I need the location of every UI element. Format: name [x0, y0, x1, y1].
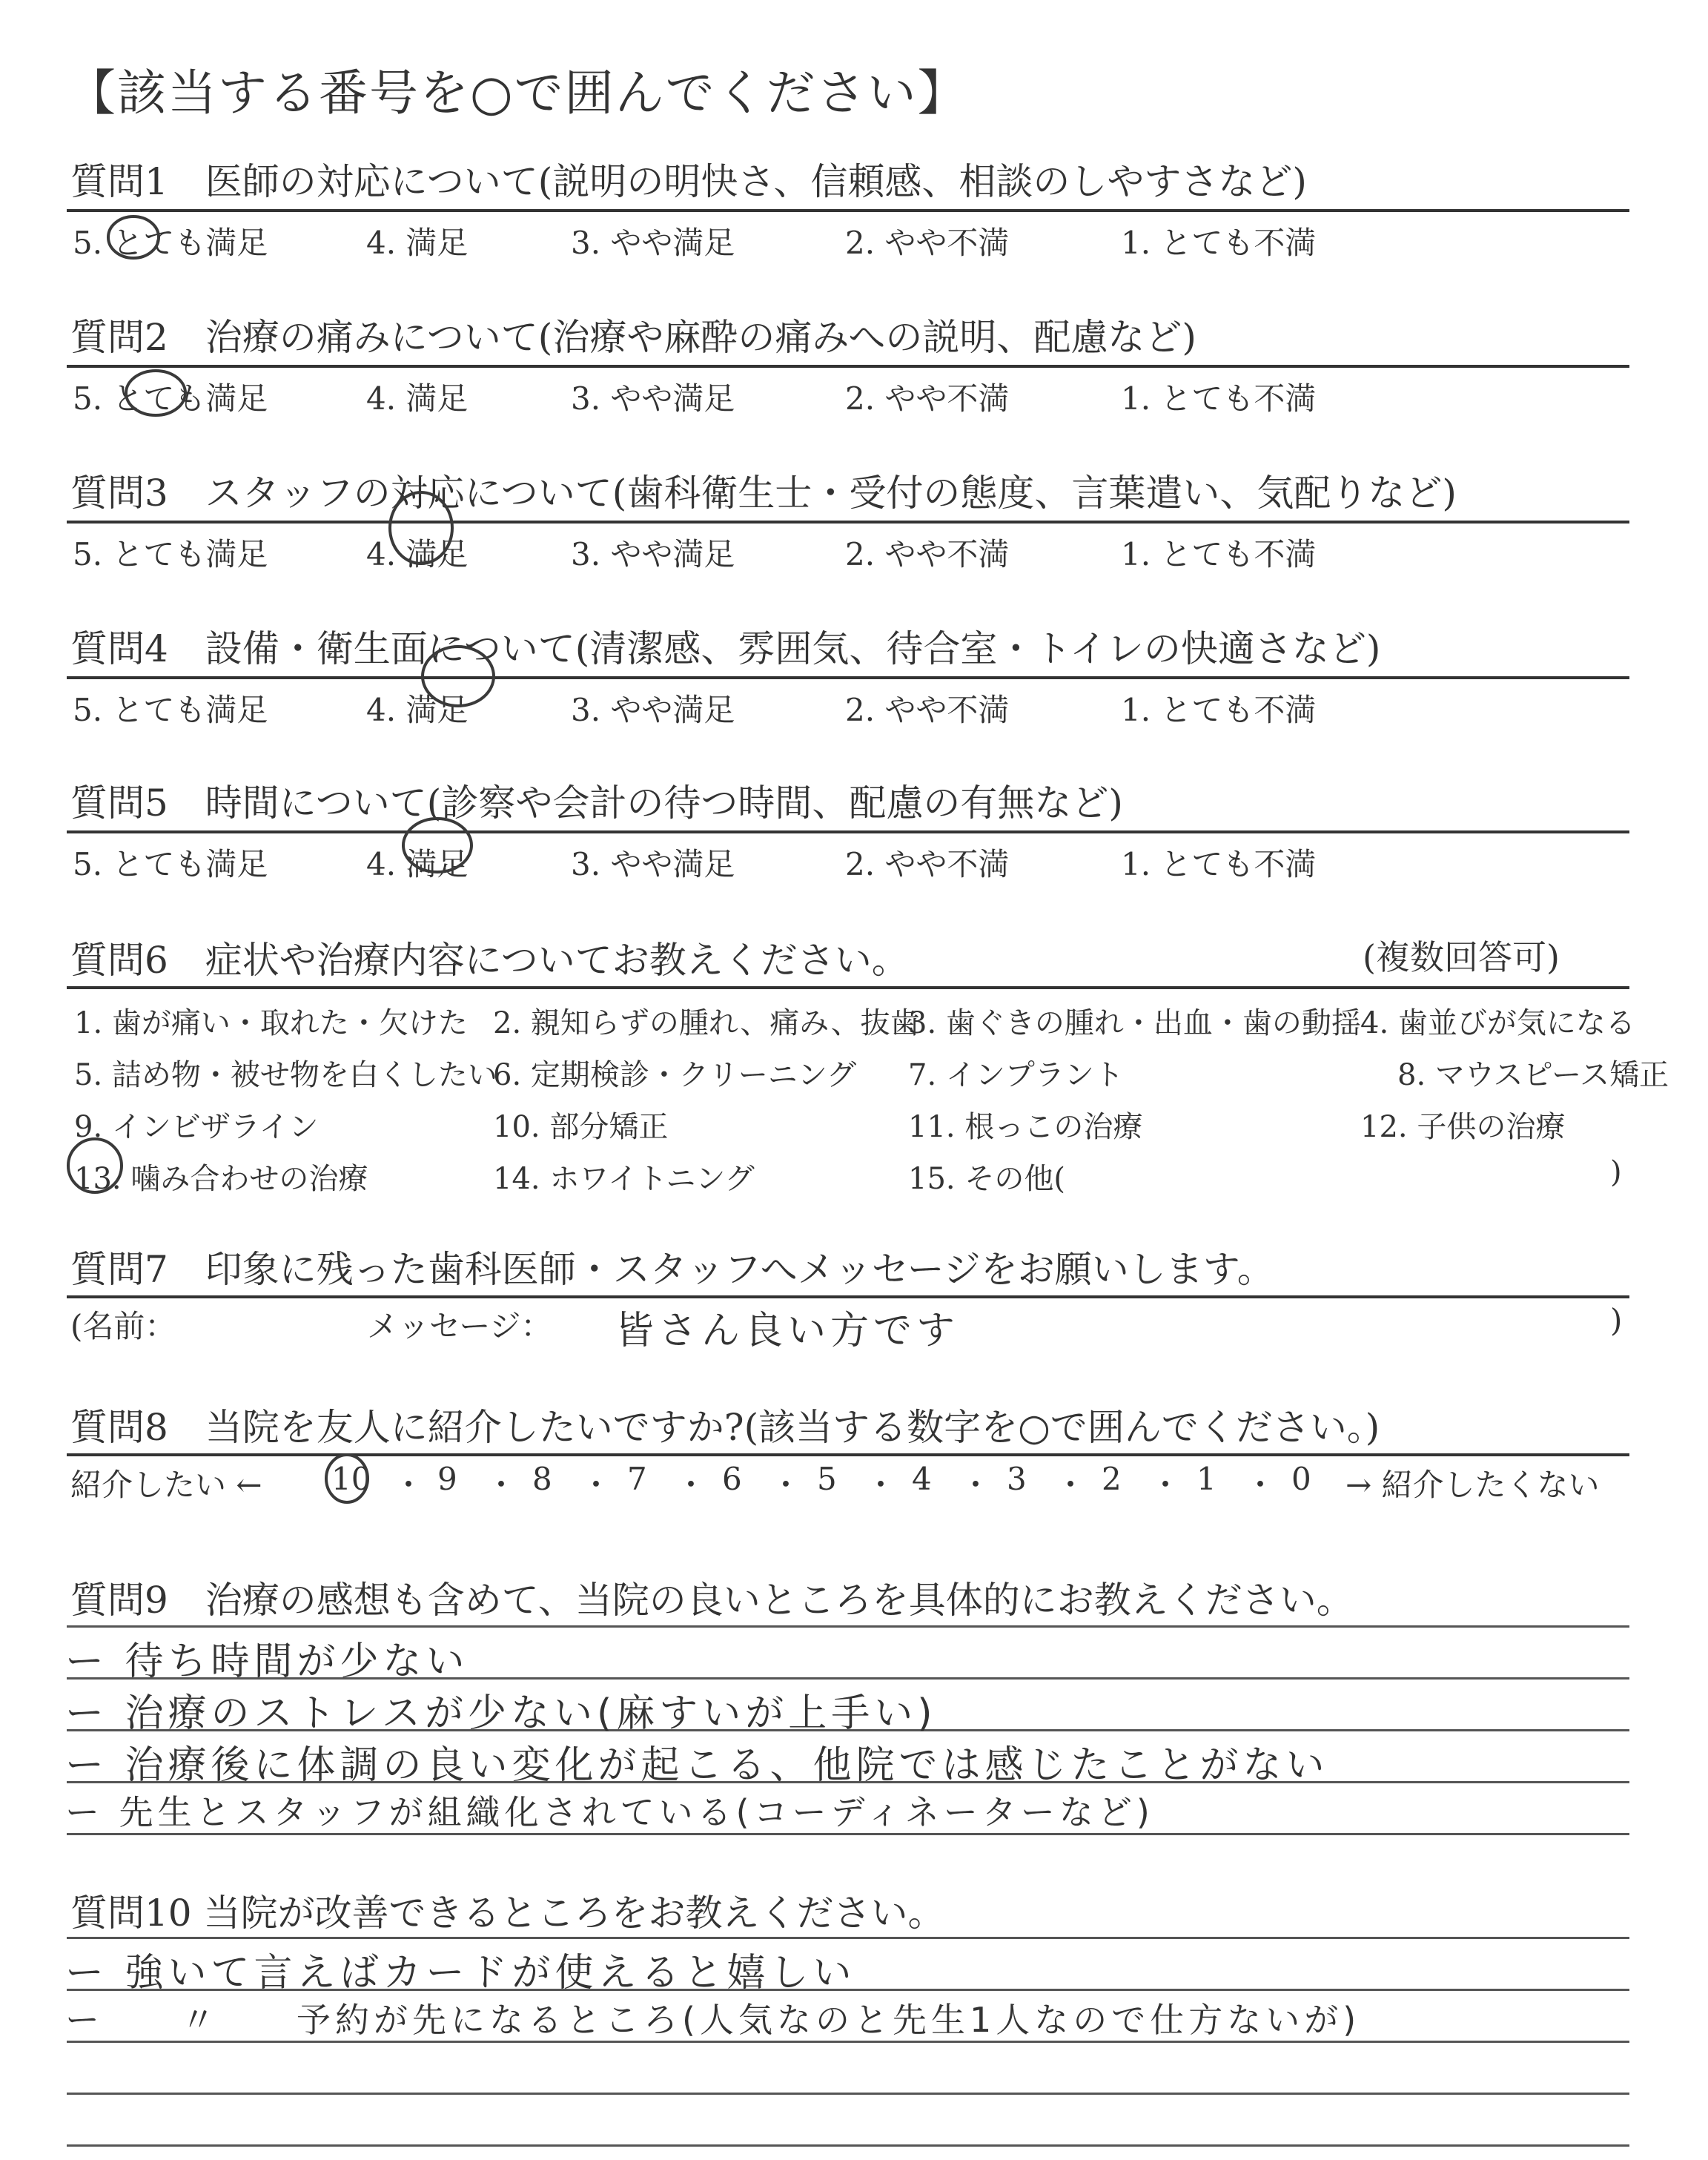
- option-5[interactable]: 5. とても満足: [73, 225, 268, 261]
- option-4[interactable]: 4. 満足: [366, 536, 469, 572]
- symptom-option-6[interactable]: 6. 定期検診・クリーニング: [493, 1058, 857, 1092]
- separator-dot: ・: [486, 1467, 517, 1503]
- question-title: 質問7 印象に残った歯科医師・スタッフへメッセージをお願いします。: [70, 1248, 1274, 1291]
- option-2[interactable]: 2. やや不満: [845, 380, 1010, 417]
- option-2[interactable]: 2. やや不満: [845, 846, 1010, 882]
- option-4[interactable]: 4. 満足: [366, 380, 469, 417]
- symptom-option-9[interactable]: 9. インビザライン: [74, 1110, 319, 1144]
- form-header: 【該当する番号を○で囲んでください】: [67, 65, 968, 122]
- option-3[interactable]: 3. やや満足: [571, 225, 735, 261]
- question-title: 質問2 治療の痛みについて(治療や麻酔の痛みへの説明、配慮など): [70, 316, 1196, 359]
- answer-line-3[interactable]: ー 治療後に体調の良い変化が起こる、他院では感じたことがない: [65, 1743, 1329, 1788]
- option-1[interactable]: 1. とても不満: [1121, 846, 1317, 882]
- question-title: 質問1 医師の対応について(説明の明快さ、信頼感、相談のしやすさなど): [70, 160, 1307, 203]
- score-9[interactable]: 9: [437, 1461, 457, 1497]
- question-title: 質問3 スタッフの対応について(歯科衛生士・受付の態度、言葉遣い、気配りなど): [70, 472, 1457, 515]
- symptom-option-4[interactable]: 4. 歯並びが気になる: [1360, 1006, 1635, 1040]
- separator-dot: ・: [393, 1467, 425, 1503]
- option-3[interactable]: 3. やや満足: [571, 380, 735, 417]
- option-4[interactable]: 4. 満足: [366, 225, 469, 261]
- answer-line-2[interactable]: ー 治療のストレスが少ない(麻すいが上手い): [65, 1691, 937, 1736]
- option-1[interactable]: 1. とても不満: [1121, 380, 1317, 417]
- separator-dot: ・: [1055, 1467, 1087, 1503]
- answer-line-1[interactable]: ー 待ち時間が少ない: [65, 1639, 469, 1684]
- score-4[interactable]: 4: [912, 1461, 932, 1497]
- score-2[interactable]: 2: [1102, 1461, 1122, 1497]
- separator-dot: ・: [1245, 1467, 1277, 1503]
- separator-dot: ・: [675, 1467, 707, 1503]
- option-4[interactable]: 4. 満足: [366, 692, 469, 728]
- symptom-option-2[interactable]: 2. 親知らずの腫れ、痛み、抜歯: [493, 1006, 920, 1040]
- symptom-option-12[interactable]: 12. 子供の治療: [1360, 1110, 1566, 1144]
- recommend-label: 紹介したい ←: [70, 1467, 262, 1503]
- question-title: 質問9 治療の感想も含めて、当院の良いところを具体的にお教えください。: [70, 1579, 1354, 1622]
- option-3[interactable]: 3. やや満足: [571, 692, 735, 728]
- score-6[interactable]: 6: [722, 1461, 742, 1497]
- score-1[interactable]: 1: [1196, 1461, 1217, 1497]
- name-label: (名前：: [70, 1308, 176, 1344]
- option-2[interactable]: 2. やや不満: [845, 536, 1010, 572]
- symptom-option-14[interactable]: 14. ホワイトニング: [493, 1162, 755, 1196]
- separator-dot: ・: [580, 1467, 612, 1503]
- option-3[interactable]: 3. やや満足: [571, 846, 735, 882]
- symptom-option-1[interactable]: 1. 歯が痛い・取れた・欠けた: [74, 1006, 468, 1040]
- score-0[interactable]: 0: [1291, 1461, 1311, 1497]
- question-title: 質問8 当院を友人に紹介したいですか?(該当する数字を○で囲んでください。): [70, 1406, 1380, 1449]
- symptom-option-8[interactable]: 8. マウスピース矯正: [1397, 1058, 1669, 1092]
- message-answer[interactable]: 皆さん良い方です: [615, 1309, 960, 1353]
- option-5[interactable]: 5. とても満足: [73, 380, 268, 417]
- score-10[interactable]: 10: [331, 1461, 371, 1497]
- question-title: 質問5 時間について(診察や会計の待つ時間、配慮の有無など): [70, 782, 1123, 825]
- symptom-option-13[interactable]: 13. 噛み合わせの治療: [74, 1162, 368, 1196]
- option-4[interactable]: 4. 満足: [366, 846, 469, 882]
- symptom-option-7[interactable]: 7. インプラント: [908, 1058, 1124, 1092]
- answer-line-1[interactable]: ー 強いて言えばカードが使えると嬉しい: [65, 1951, 856, 1995]
- option-5[interactable]: 5. とても満足: [73, 536, 268, 572]
- symptom-option-10[interactable]: 10. 部分矯正: [493, 1110, 669, 1144]
- option-2[interactable]: 2. やや不満: [845, 225, 1010, 261]
- answer-line-2[interactable]: ー 〃 予約が先になるところ(人気なのと先生1人なので仕方ないが): [65, 2000, 1361, 2040]
- question-title: 質問6 症状や治療内容についてお教えください。: [70, 939, 909, 982]
- question-title: 質問10 当院が改善できるところをお教えください。: [70, 1892, 945, 1935]
- symptom-option-15[interactable]: 15. その他(: [908, 1162, 1065, 1196]
- option-1[interactable]: 1. とても不満: [1121, 536, 1317, 572]
- option-5[interactable]: 5. とても満足: [73, 846, 268, 882]
- option-3[interactable]: 3. やや満足: [571, 536, 735, 572]
- score-5[interactable]: 5: [817, 1461, 837, 1497]
- option-1[interactable]: 1. とても不満: [1121, 225, 1317, 261]
- separator-dot: ・: [770, 1467, 802, 1503]
- question-title: 質問4 設備・衛生面について(清潔感、雰囲気、待合室・トイレの快適さなど): [70, 627, 1381, 670]
- option-1[interactable]: 1. とても不満: [1121, 692, 1317, 728]
- symptom-option-11[interactable]: 11. 根っこの治療: [908, 1110, 1143, 1144]
- score-3[interactable]: 3: [1007, 1461, 1027, 1497]
- multiple-answer-note: (複数回答可): [1363, 937, 1560, 977]
- score-7[interactable]: 7: [627, 1461, 647, 1497]
- separator-dot: ・: [1150, 1467, 1182, 1503]
- answer-line-4[interactable]: ー 先生とスタッフが組織化されている(コーディネーターなど): [65, 1792, 1154, 1832]
- symptom-option-3[interactable]: 3. 歯ぐきの腫れ・出血・歯の動揺: [908, 1006, 1361, 1040]
- message-close-paren: ): [1610, 1302, 1623, 1338]
- option-2[interactable]: 2. やや不満: [845, 692, 1010, 728]
- separator-dot: ・: [960, 1467, 992, 1503]
- other-close-paren: ): [1610, 1155, 1622, 1189]
- message-label: メッセージ：: [367, 1308, 552, 1344]
- option-5[interactable]: 5. とても満足: [73, 692, 268, 728]
- symptom-option-5[interactable]: 5. 詰め物・被せ物を白くしたい: [74, 1058, 497, 1092]
- separator-dot: ・: [865, 1467, 897, 1503]
- score-8[interactable]: 8: [532, 1461, 552, 1497]
- not-recommend-label: → 紹介したくない: [1345, 1467, 1600, 1503]
